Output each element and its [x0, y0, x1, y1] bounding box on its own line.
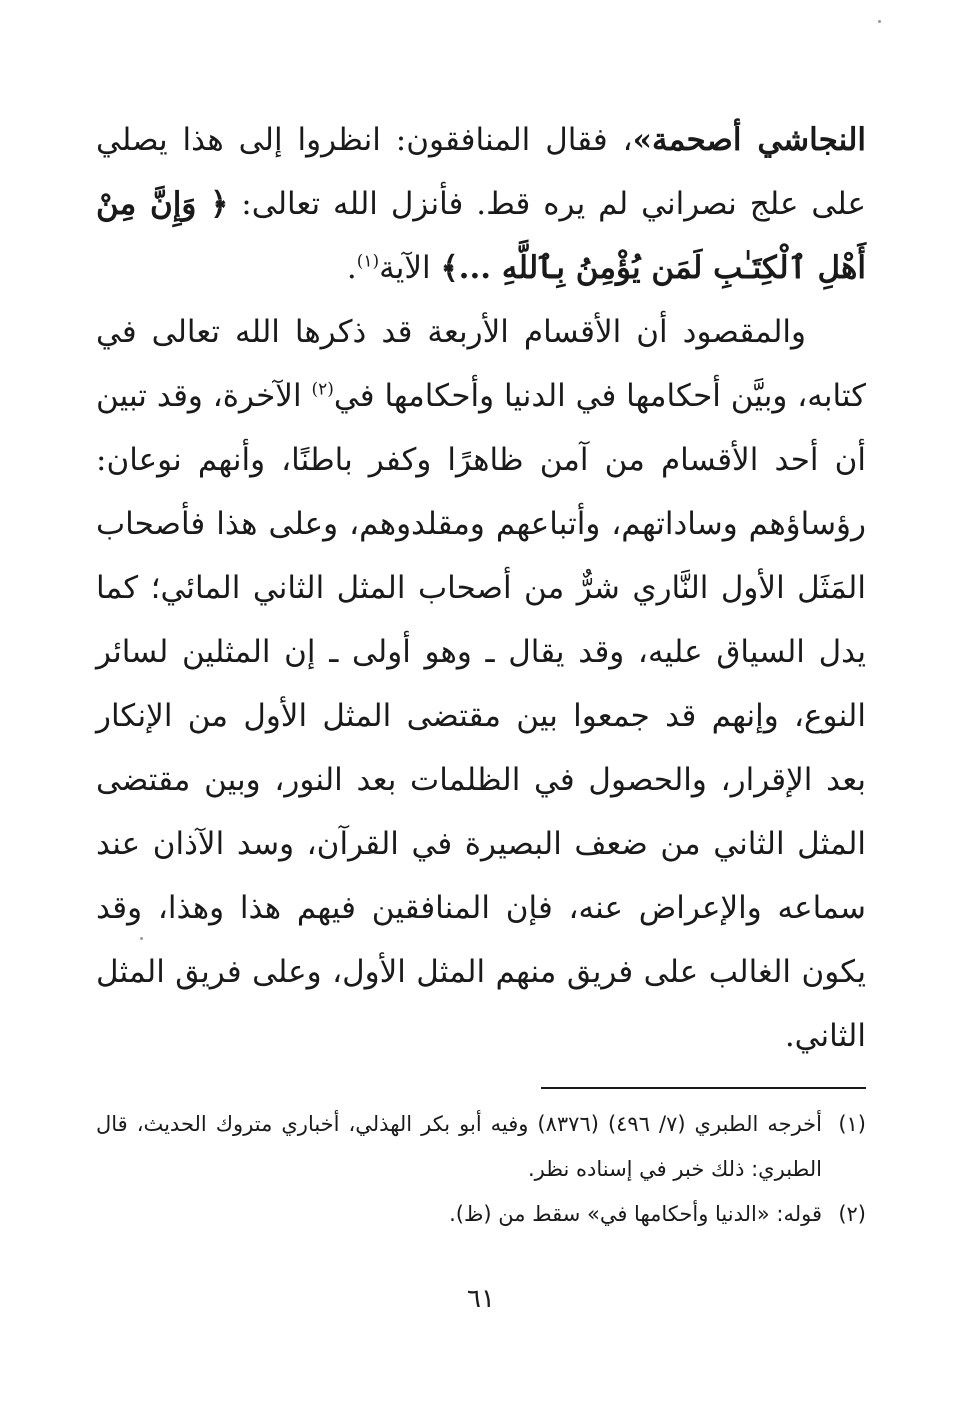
- footnote-ref-2[interactable]: (٢): [311, 379, 334, 400]
- footnote-1-text: أخرجه الطبري (٧/ ٤٩٦) (٨٣٧٦) وفيه أبو بكر الهذلي، أخباري متروك الحديث، قال الطبري: ذلك خبر في إسناده نظر.: [96, 1112, 822, 1181]
- main-text: [96, 108, 866, 1068]
- footnote-2-text: قوله: «الدنيا وأحكامها في» سقط من (ظ).: [449, 1202, 822, 1226]
- paragraph-2-text-b: الآخرة، وقد تبين أن أحد الأقسام من آمن ظاهرًا وكفر باطنًا، وأنهم نوعان: رؤساؤهم وساداتهم، وأتباعهم ومقلدوهم، وعلى هذا فأصحاب المَثَل الأول النَّاري شرٌّ من أصحاب المثل الثاني المائي؛ كما يدل السياق عليه، وقد يقال ـ وهو أولى ـ إن المثلين لسائر النوع، وإنهم قد جمعوا بين مقتضى المثل الأول من الإنكار بعد الإقرار، والحصول في الظلمات بعد النور، وبين مقتضى المثل الثاني من ضعف البصيرة في القرآن، وسد الآذان عند سماعه والإعراض عنه، فإن المنافقين فيهم هذا وهذا، وقد يكون الغالب على فريق منهم المثل الأول، وعلى فريق المثل الثاني.: [96, 378, 866, 1054]
- paragraph-1-text-a: ، فقال المنافقون: انظروا إلى هذا يصلي على علج نصراني لم يره قط. فأنزل الله تعالى:: [96, 122, 866, 222]
- footnote-2: [96, 1192, 866, 1237]
- paragraph-2: [96, 300, 866, 1068]
- paragraph-1-end: .: [346, 250, 357, 286]
- scan-speck: [878, 20, 881, 23]
- footnote-ref-1[interactable]: (١): [356, 251, 380, 272]
- footnote-1: [96, 1102, 866, 1192]
- footnote-2-number: (٢): [838, 1202, 866, 1226]
- paragraph-1: [96, 108, 866, 300]
- paragraph-2-text-a: والمقصود أن الأقسام الأربعة قد ذكرها الله تعالى في كتابه، وبيَّن أحكامها في الدنيا وأحكامها في: [96, 314, 867, 414]
- page-number: ٦١: [467, 1284, 495, 1314]
- footnotes-section: [96, 1102, 866, 1237]
- paragraph-1-text-b: الآية: [379, 250, 441, 286]
- bold-lead-text: النجاشي أصحمة»: [632, 122, 866, 158]
- quran-verse: ﴿ وَإِنَّ مِنْ أَهْلِ ٱلْكِتَـٰبِ لَمَن يُؤْمِنُ بِٱللَّهِ ...﴾: [96, 186, 866, 286]
- footnote-separator: [541, 1087, 866, 1089]
- footnote-1-number: (١): [838, 1112, 866, 1136]
